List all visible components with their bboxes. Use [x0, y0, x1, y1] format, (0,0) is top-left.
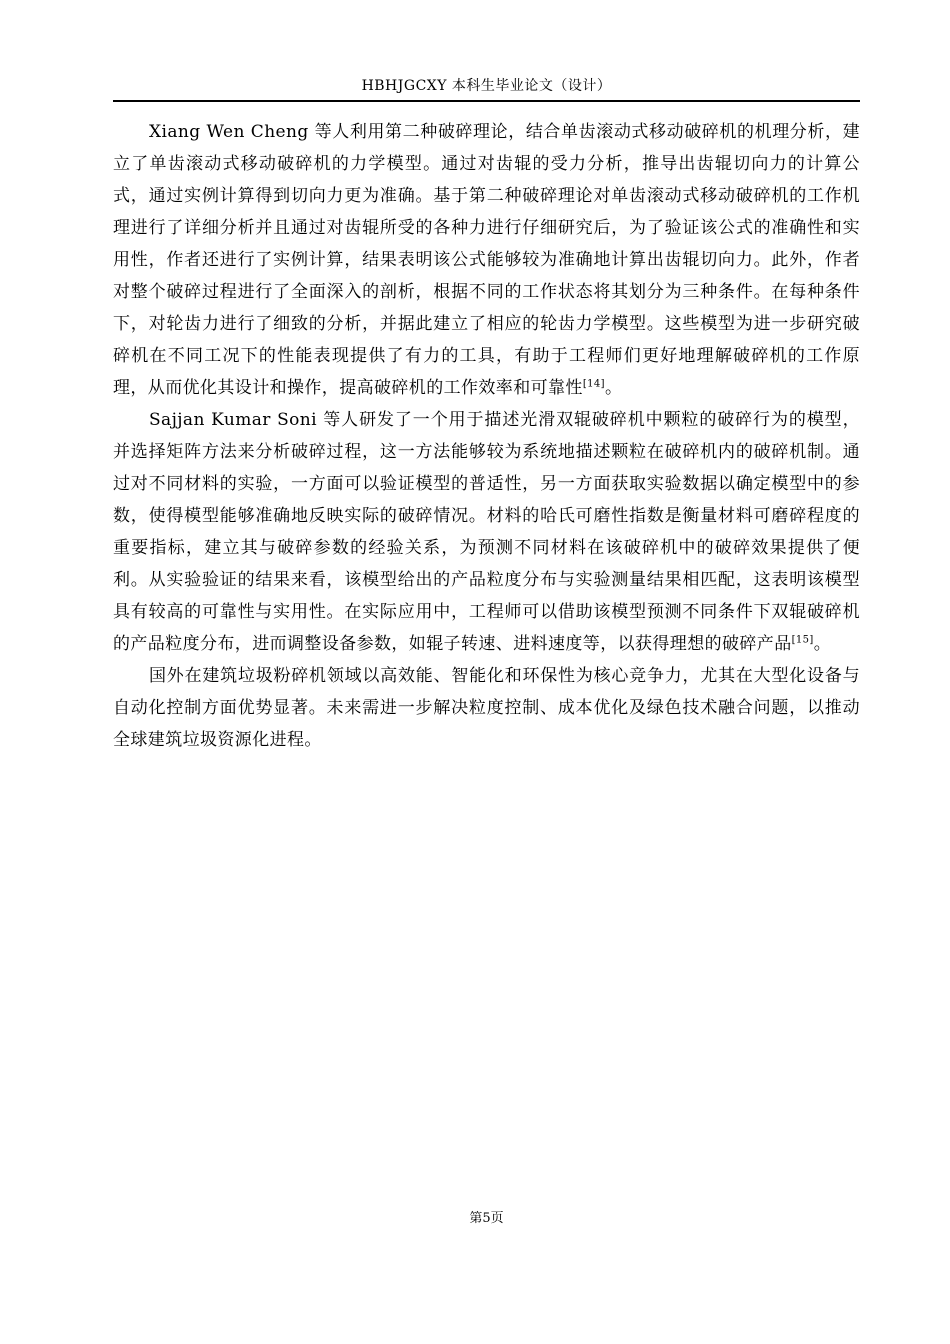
- paragraph-xiang-wen-cheng: [113, 116, 860, 404]
- header-divider: [113, 100, 860, 102]
- paragraph-text: Sajjan Kumar Soni 等人研发了一个用于描述光滑双辊破碎机中颗粒的破碎行为的模型，并选择矩阵方法来分析破碎过程，这一方法能够较为系统地描述颗粒在破碎机内的破碎机制。通过对不同材料的实验，一方面可以验证模型的普适性，另一方面获取实验数据以确定模型中的参数，使得模型能够准确地反映实际的破碎情况。材料的哈氏可磨性指数是衡量材料可磨碎程度的重要指标，建立其与破碎参数的经验关系，为预测不同材料在该破碎机中的破碎效果提供了便利。从实验验证的结果来看，该模型给出的产品粒度分布与实验测量结果相匹配，这表明该模型具有较高的可靠性与实用性。在实际应用中，工程师可以借助该模型预测不同条件下双辊破碎机的产品粒度分布，进而调整设备参数，如辊子转速、进料速度等，以获得理想的破碎产品: [113, 410, 860, 654]
- paragraph-sajjan-kumar-soni: [113, 404, 860, 660]
- running-header: HBHJGCXY 本科生毕业论文（设计）: [361, 78, 612, 94]
- body-text: [113, 116, 860, 756]
- paragraph-summary: [113, 660, 860, 756]
- citation-reference: [14]: [582, 378, 605, 390]
- paragraph-end: 。: [604, 378, 623, 398]
- page-number: 第5页: [469, 1211, 504, 1226]
- paragraph-end: 。: [813, 634, 832, 654]
- citation-reference: [15]: [791, 634, 814, 646]
- paragraph-text: 国外在建筑垃圾粉碎机领域以高效能、智能化和环保性为核心竞争力，尤其在大型化设备与自动化控制方面优势显著。未来需进一步解决粒度控制、成本优化及绿色技术融合问题，以推动全球建筑垃圾资源化进程。: [113, 666, 860, 750]
- paragraph-text: Xiang Wen Cheng 等人利用第二种破碎理论，结合单齿滚动式移动破碎机的机理分析，建立了单齿滚动式移动破碎机的力学模型。通过对齿辊的受力分析，推导出齿辊切向力的计算公式，通过实例计算得到切向力更为准确。基于第二种破碎理论对单齿滚动式移动破碎机的工作机理进行了详细分析并且通过对齿辊所受的各种力进行仔细研究后，为了验证该公式的准确性和实用性，作者还进行了实例计算，结果表明该公式能够较为准确地计算出齿辊切向力。此外，作者对整个破碎过程进行了全面深入的剖析，根据不同的工作状态将其划分为三种条件。在每种条件下，对轮齿力进行了细致的分析，并据此建立了相应的轮齿力学模型。这些模型为进一步研究破碎机在不同工况下的性能表现提供了有力的工具，有助于工程师们更好地理解破碎机的工作原理，从而优化其设计和操作，提高破碎机的工作效率和可靠性: [113, 122, 860, 398]
